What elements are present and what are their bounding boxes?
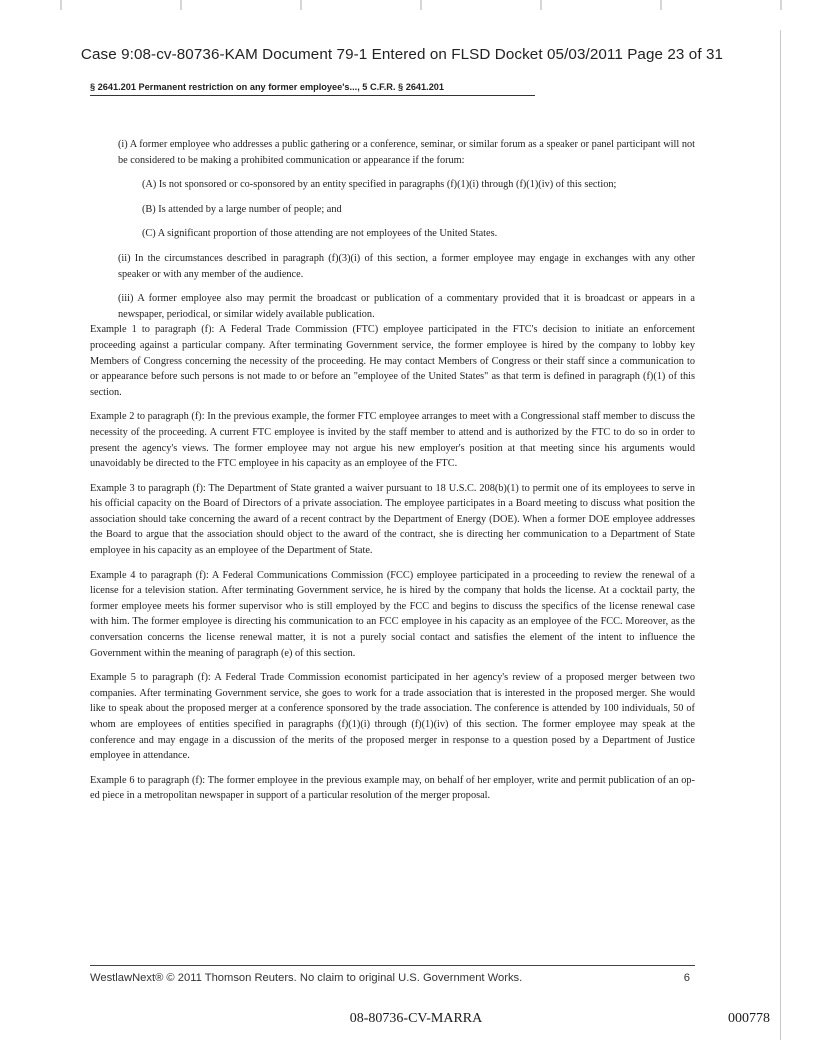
page-footer <box>90 972 690 984</box>
footer-rule <box>90 965 695 966</box>
example-1: Example 1 to paragraph (f): A Federal Trade Commission (FTC) employee participated in the FTC's decision to initiate an enforcement proceeding against a particular company. After terminating Government service, the former employee is hired by the company to lobby key Members of Congress concerning the necessity of the proceeding. He may contact Members of Congress or their staff since a communication to or appearance before such persons is not made to or before an "employee of the United States" as that term is defined in paragraph (f)(1) of this section. <box>90 324 695 398</box>
example-5: Example 5 to paragraph (f): A Federal Trade Commission economist participated in her agency's review of a proposed merger between two companies. After terminating Government service, she goes to work for a trade association that is interested in the proposed merger. She would like to speak about the proposed merger at a conference sponsored by the trade association. The conference is attended by 100 individuals, 50 of whom are employees of entities specified in paragraphs (f)(1)(i) through (f)(1)(iv) of this section. The former employee may speak at the conference and may engage in a discussion of the merits of the proposed merger in response to a question posed by a Department of Justice employee in attendance. <box>90 672 695 762</box>
example-3: Example 3 to paragraph (f): The Department of State granted a waiver pursuant to 18 U.S.C. 208(b)(1) to permit one of its employees to serve in his official capacity on the Board of Directors of a private association. The employee participates in a Board meeting to discuss what position the association should take concerning the award of a recent contract by the Department of Energy (DOE). When a former DOE employee addresses the Board to argue that the association should object to the award of the contract, she is directing her communication to a Department of State employee in his capacity as an employee of the Department of State. <box>90 482 695 557</box>
example-2: Example 2 to paragraph (f): In the previous example, the former FTC employee arranges to meet with a Congressional staff member to discuss the necessity of the proceeding. A current FTC employee is invited by the staff member to attend and is authorized by the FTC to do so in order to present the agency's views. The former employee may not argue his new employer's position at that meeting since his arguments would unavoidably be directed to the FTC employee in his capacity as an employee of the FTC. <box>90 411 695 470</box>
subparagraph-c: (C) A significant proportion of those attending are not employees of the United States. <box>142 228 498 240</box>
case-header: Case 9:08-cv-80736-KAM Document 79-1 Entered on FLSD Docket 05/03/2011 Page 23 of 31 <box>80 46 724 63</box>
scan-edge-right <box>780 30 781 1040</box>
scan-edge-top <box>0 0 816 10</box>
running-head: § 2641.201 Permanent restriction on any former employee's..., 5 C.F.R. § 2641.201 <box>90 82 535 96</box>
paragraph-f3-iii: (iii) A former employee also may permit the broadcast or publication of a commentary provided that it is broadcast or appears in a newspaper, periodical, or similar widely available publication. <box>118 293 695 320</box>
page-number: 6 <box>683 972 690 984</box>
paragraph-f3-i: (i) A former employee who addresses a public gathering or a conference, seminar, or similar forum as a speaker or panel participant will not be considered to be making a prohibited communication or appearance if the forum: <box>118 139 695 166</box>
subparagraph-a: (A) Is not sponsored or co-sponsored by an entity specified in paragraphs (f)(1)(i) through (f)(1)(iv) of this section; <box>142 179 617 191</box>
example-4: Example 4 to paragraph (f): A Federal Communications Commission (FCC) employee participated in a proceeding to review the renewal of a license for a television station. After terminating Government service, he is hired by the company that holds the license. At a cocktail party, the former employee meets his former supervisor who is still employed by the FCC and begins to discuss the specifics of the license renewal case with him. The former employee is directing his communication to an FCC employee in his capacity as an employee of the FCC. Moreover, as the conversation concerns the license renewal matter, it is not a purely social contact and satisfies the element of the intent to influence the Government within the meaning of paragraph (e) of this section. <box>90 569 695 659</box>
paragraph-f3-ii: (ii) In the circumstances described in paragraph (f)(3)(i) of this section, a former employee may engage in exchanges with any other speaker or with any member of the audience. <box>118 252 695 280</box>
document-body <box>90 137 695 813</box>
subparagraph-b: (B) Is attended by a large number of people; and <box>142 203 342 215</box>
bates-case-number: 08-80736-CV-MARRA <box>349 1011 483 1026</box>
bates-page-number: 000778 <box>728 1011 770 1026</box>
example-6: Example 6 to paragraph (f): The former employee in the previous example may, on behalf of her employer, write and permit publication of an op-ed piece in a metropolitan newspaper in support of a particular resolution of the merger proposal. <box>90 774 695 802</box>
copyright-notice: WestlawNext® © 2011 Thomson Reuters. No claim to original U.S. Government Works. <box>90 972 523 984</box>
